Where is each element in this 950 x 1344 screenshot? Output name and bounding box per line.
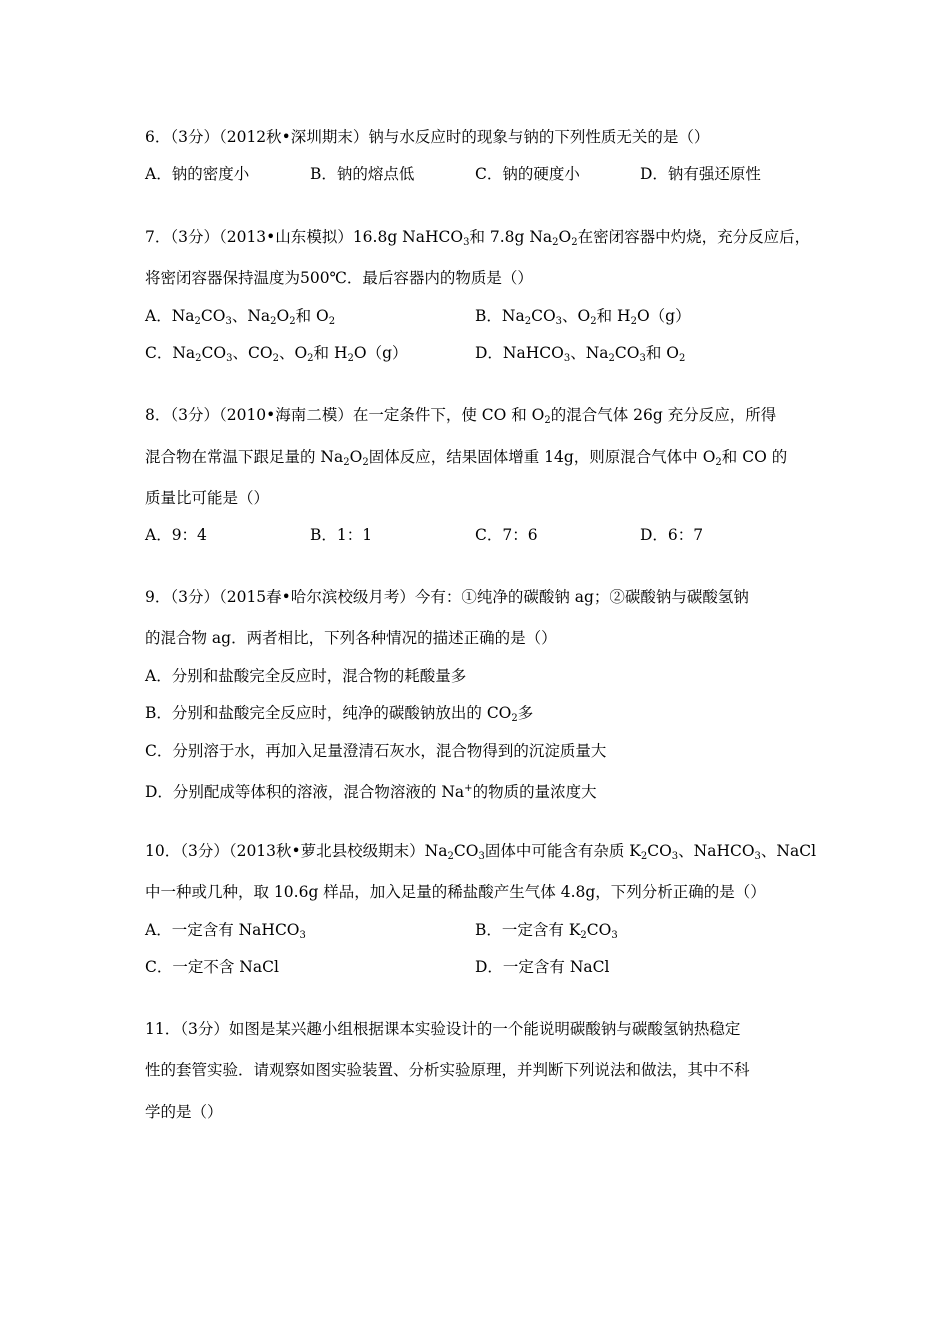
question-8-stem-line-2: 混合物在常温下跟足量的 $Na_2O_2$固体反应，结果固体增重 14g，则原混合气体中 $O_2$和 CO 的	[145, 448, 788, 468]
question-11-stem-line-3: 学的是（）	[145, 1103, 223, 1121]
question-10-stem-line-1: 10．（3分）（2013秋•萝北县校级期末）$Na_2CO_3$固体中可能含有杂质 $K_2CO_3$、NaHCO$_3$、NaCl	[145, 842, 817, 862]
question-9-option-c: C．分别溶于水，再加入足量澄清石灰水，混合物得到的沉淀质量大	[145, 742, 607, 760]
question-10-stem-line-2: 中一种或几种，取 10.6g 样品，加入足量的稀盐酸产生气体 4.8g，下列分析正确的是（）	[145, 883, 766, 901]
question-8-option-a: A．9：4	[145, 526, 207, 544]
question-6-option-d: D．钠有强还原性	[640, 165, 761, 183]
question-8-stem-line-1: 8．（3分）（2010•海南二模）在一定条件下，使 CO 和 $O_2$的混合气体 26g 充分反应，所得	[145, 406, 777, 426]
question-9-option-d: D．分别配成等体积的溶液，混合物溶液的 Na+的物质的量浓度大	[145, 783, 597, 801]
question-9-stem-line-2: 的混合物 ag．两者相比，下列各种情况的描述正确的是（）	[145, 629, 557, 647]
question-6-option-b: B．钠的熔点低	[310, 165, 415, 183]
question-7-option-d: D．NaHCO$_3$、$Na_2CO_3$和 $O_2$	[475, 344, 686, 364]
question-10-option-d: D．一定含有 NaCl	[475, 958, 610, 976]
question-8-option-c: C．7：6	[475, 526, 538, 544]
question-6-option-a: A．钠的密度小	[145, 165, 250, 183]
question-9-option-b: B．分别和盐酸完全反应时，纯净的碳酸钠放出的 $CO_2$多	[145, 704, 534, 724]
question-7-stem-line-1: 7．（3分）（2013•山东模拟）16.8g NaHCO$_3$和 7.8g $Na_2O_2$在密闭容器中灼烧，充分反应后，	[145, 228, 811, 248]
question-10-option-c: C．一定不含 NaCl	[145, 958, 279, 976]
question-6-stem: 6．（3分）（2012秋•深圳期末）钠与水反应时的现象与钠的下列性质无关的是（）	[145, 128, 710, 146]
question-6-option-c: C．钠的硬度小	[475, 165, 580, 183]
question-11-stem-line-2: 性的套管实验．请观察如图实验装置、分析实验原理，并判断下列说法和做法，其中不科	[145, 1061, 750, 1079]
question-7-option-b: B．$Na_2CO_3$、$O_2$和 $H_2O(g)$	[475, 307, 691, 327]
question-7-option-c: C．$Na_2CO_3$、$CO_2$、$O_2$和 $H_2O(g)$	[145, 344, 408, 364]
question-8-option-b: B．1：1	[310, 526, 373, 544]
question-8-option-d: D．6：7	[640, 526, 704, 544]
question-7-stem-line-2: 将密闭容器保持温度为500℃．最后容器内的物质是（）	[145, 269, 533, 287]
question-7-option-a: A．$Na_2CO_3$、$Na_2O_2$和 $O_2$	[145, 307, 336, 327]
question-9-stem-line-1: 9．（3分）（2015春•哈尔滨校级月考）今有：①纯净的碳酸钠 ag；②碳酸钠与碳酸氢钠	[145, 588, 749, 606]
question-10-option-b: B．一定含有 $K_2CO_3$	[475, 921, 618, 941]
question-8-stem-line-3: 质量比可能是（）	[145, 489, 270, 507]
question-9-option-a: A．分别和盐酸完全反应时，混合物的耗酸量多	[145, 667, 467, 685]
question-11-stem-line-1: 11．（3分）如图是某兴趣小组根据课本实验设计的一个能说明碳酸钠与碳酸氢钠热稳定	[145, 1020, 741, 1038]
question-10-option-a: A．一定含有 NaHCO$_3$	[145, 921, 306, 941]
